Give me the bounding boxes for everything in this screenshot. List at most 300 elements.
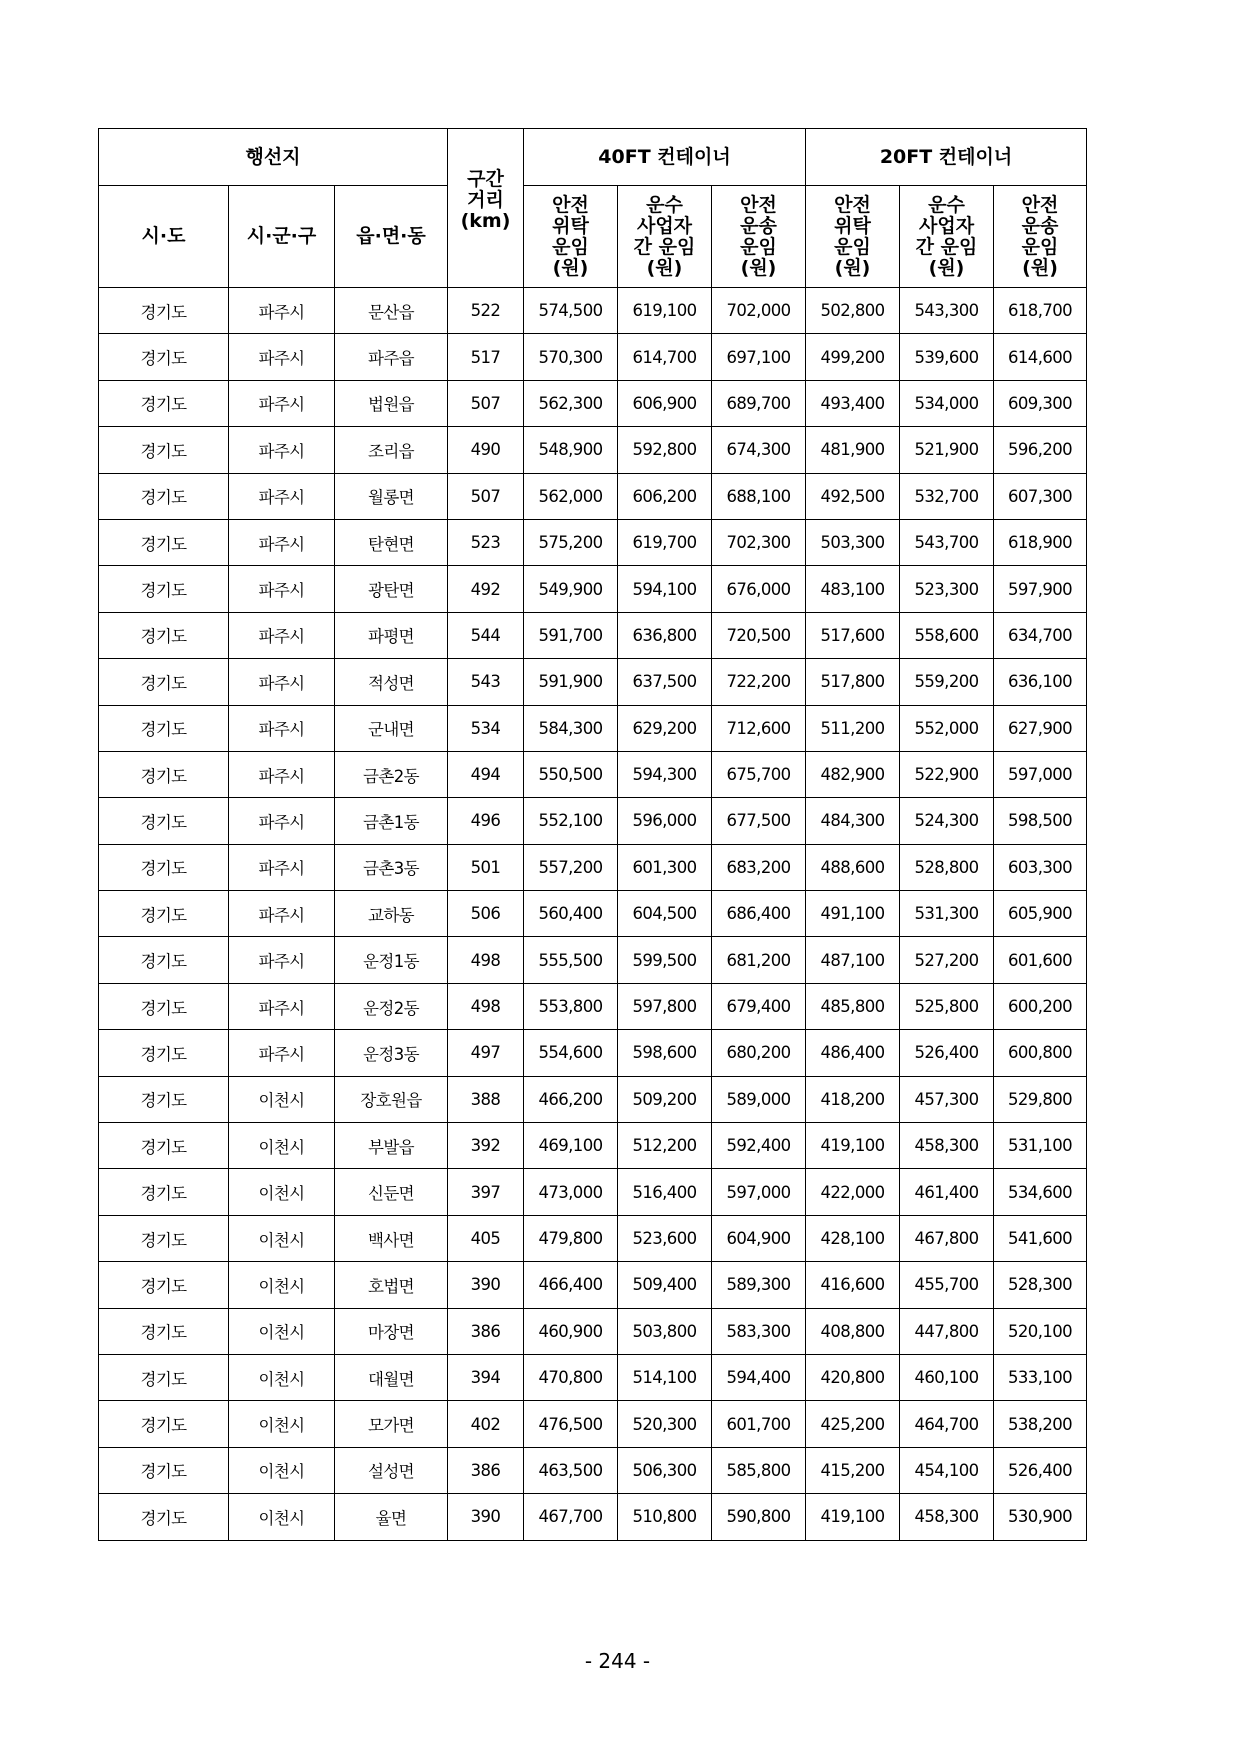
cell-eupmyeondong: 월롱면 <box>335 473 448 519</box>
cell-eupmyeondong: 금촌3동 <box>335 844 448 890</box>
cell-40ft-transport-rate: 583,300 <box>712 1308 806 1354</box>
cell-distance: 496 <box>448 798 524 844</box>
cell-sigungu: 파주시 <box>229 519 335 565</box>
cell-20ft-carrier-rate: 454,100 <box>900 1447 994 1493</box>
table-row <box>99 1215 1087 1261</box>
cell-40ft-consign-rate: 570,300 <box>524 334 618 380</box>
cell-40ft-carrier-rate: 636,800 <box>618 612 712 658</box>
header-40ft-carrier-rate: 운수 사업자 간 운임 (원) <box>618 186 712 288</box>
cell-sido: 경기도 <box>99 937 229 983</box>
cell-sigungu: 파주시 <box>229 983 335 1029</box>
cell-40ft-carrier-rate: 516,400 <box>618 1169 712 1215</box>
cell-sido: 경기도 <box>99 1262 229 1308</box>
cell-eupmyeondong: 모가면 <box>335 1401 448 1447</box>
table-row <box>99 659 1087 705</box>
cell-distance: 507 <box>448 380 524 426</box>
cell-sido: 경기도 <box>99 705 229 751</box>
cell-sigungu: 이천시 <box>229 1076 335 1122</box>
cell-40ft-carrier-rate: 637,500 <box>618 659 712 705</box>
cell-distance: 543 <box>448 659 524 705</box>
table-row <box>99 1076 1087 1122</box>
cell-eupmyeondong: 율면 <box>335 1494 448 1540</box>
cell-eupmyeondong: 마장면 <box>335 1308 448 1354</box>
cell-40ft-carrier-rate: 629,200 <box>618 705 712 751</box>
cell-20ft-transport-rate: 526,400 <box>994 1447 1087 1493</box>
cell-20ft-carrier-rate: 559,200 <box>900 659 994 705</box>
cell-sido: 경기도 <box>99 380 229 426</box>
cell-20ft-consign-rate: 502,800 <box>806 288 900 334</box>
cell-eupmyeondong: 교하동 <box>335 891 448 937</box>
cell-20ft-transport-rate: 597,000 <box>994 751 1087 797</box>
cell-sido: 경기도 <box>99 1030 229 1076</box>
cell-20ft-transport-rate: 605,900 <box>994 891 1087 937</box>
cell-eupmyeondong: 호법면 <box>335 1262 448 1308</box>
cell-40ft-consign-rate: 460,900 <box>524 1308 618 1354</box>
cell-eupmyeondong: 신둔면 <box>335 1169 448 1215</box>
cell-sigungu: 파주시 <box>229 891 335 937</box>
table-row <box>99 473 1087 519</box>
cell-40ft-transport-rate: 592,400 <box>712 1123 806 1169</box>
cell-40ft-carrier-rate: 512,200 <box>618 1123 712 1169</box>
cell-sido: 경기도 <box>99 288 229 334</box>
cell-40ft-carrier-rate: 596,000 <box>618 798 712 844</box>
cell-20ft-consign-rate: 492,500 <box>806 473 900 519</box>
cell-20ft-carrier-rate: 455,700 <box>900 1262 994 1308</box>
header-eupmyeondong: 읍·면·동 <box>335 186 448 288</box>
cell-sigungu: 파주시 <box>229 937 335 983</box>
cell-20ft-carrier-rate: 467,800 <box>900 1215 994 1261</box>
cell-sigungu: 이천시 <box>229 1169 335 1215</box>
cell-40ft-consign-rate: 557,200 <box>524 844 618 890</box>
cell-40ft-consign-rate: 463,500 <box>524 1447 618 1493</box>
cell-40ft-transport-rate: 594,400 <box>712 1354 806 1400</box>
cell-distance: 501 <box>448 844 524 890</box>
cell-distance: 544 <box>448 612 524 658</box>
cell-20ft-transport-rate: 600,800 <box>994 1030 1087 1076</box>
cell-20ft-consign-rate: 422,000 <box>806 1169 900 1215</box>
cell-20ft-carrier-rate: 528,800 <box>900 844 994 890</box>
cell-sigungu: 파주시 <box>229 288 335 334</box>
cell-20ft-consign-rate: 428,100 <box>806 1215 900 1261</box>
cell-20ft-carrier-rate: 552,000 <box>900 705 994 751</box>
cell-40ft-consign-rate: 560,400 <box>524 891 618 937</box>
cell-40ft-carrier-rate: 510,800 <box>618 1494 712 1540</box>
cell-40ft-transport-rate: 675,700 <box>712 751 806 797</box>
cell-sigungu: 이천시 <box>229 1447 335 1493</box>
table-row <box>99 1169 1087 1215</box>
cell-40ft-carrier-rate: 601,300 <box>618 844 712 890</box>
cell-40ft-carrier-rate: 594,300 <box>618 751 712 797</box>
table-row <box>99 983 1087 1029</box>
cell-sigungu: 이천시 <box>229 1494 335 1540</box>
cell-sido: 경기도 <box>99 566 229 612</box>
cell-20ft-consign-rate: 484,300 <box>806 798 900 844</box>
cell-20ft-consign-rate: 415,200 <box>806 1447 900 1493</box>
cell-distance: 390 <box>448 1494 524 1540</box>
table-row <box>99 1123 1087 1169</box>
cell-eupmyeondong: 조리읍 <box>335 427 448 473</box>
cell-20ft-transport-rate: 528,300 <box>994 1262 1087 1308</box>
cell-40ft-carrier-rate: 606,900 <box>618 380 712 426</box>
cell-distance: 534 <box>448 705 524 751</box>
cell-sido: 경기도 <box>99 1123 229 1169</box>
cell-20ft-transport-rate: 541,600 <box>994 1215 1087 1261</box>
table-row <box>99 1308 1087 1354</box>
cell-20ft-consign-rate: 493,400 <box>806 380 900 426</box>
cell-sigungu: 이천시 <box>229 1354 335 1400</box>
cell-40ft-consign-rate: 479,800 <box>524 1215 618 1261</box>
cell-40ft-carrier-rate: 592,800 <box>618 427 712 473</box>
cell-20ft-carrier-rate: 460,100 <box>900 1354 994 1400</box>
table-row <box>99 1447 1087 1493</box>
cell-20ft-transport-rate: 618,700 <box>994 288 1087 334</box>
cell-40ft-transport-rate: 720,500 <box>712 612 806 658</box>
freight-rate-table <box>98 128 1087 1541</box>
cell-40ft-transport-rate: 585,800 <box>712 1447 806 1493</box>
cell-distance: 517 <box>448 334 524 380</box>
cell-sigungu: 이천시 <box>229 1123 335 1169</box>
cell-40ft-carrier-rate: 598,600 <box>618 1030 712 1076</box>
cell-sigungu: 이천시 <box>229 1401 335 1447</box>
cell-sido: 경기도 <box>99 473 229 519</box>
cell-40ft-consign-rate: 466,200 <box>524 1076 618 1122</box>
cell-20ft-consign-rate: 488,600 <box>806 844 900 890</box>
cell-40ft-consign-rate: 473,000 <box>524 1169 618 1215</box>
cell-20ft-carrier-rate: 457,300 <box>900 1076 994 1122</box>
cell-eupmyeondong: 군내면 <box>335 705 448 751</box>
cell-20ft-carrier-rate: 543,300 <box>900 288 994 334</box>
cell-40ft-consign-rate: 469,100 <box>524 1123 618 1169</box>
table-row <box>99 891 1087 937</box>
cell-40ft-carrier-rate: 509,400 <box>618 1262 712 1308</box>
cell-eupmyeondong: 운정1동 <box>335 937 448 983</box>
table-row <box>99 798 1087 844</box>
cell-20ft-carrier-rate: 523,300 <box>900 566 994 612</box>
cell-20ft-consign-rate: 419,100 <box>806 1123 900 1169</box>
cell-20ft-carrier-rate: 447,800 <box>900 1308 994 1354</box>
cell-20ft-carrier-rate: 558,600 <box>900 612 994 658</box>
cell-20ft-consign-rate: 416,600 <box>806 1262 900 1308</box>
cell-20ft-consign-rate: 425,200 <box>806 1401 900 1447</box>
cell-20ft-transport-rate: 609,300 <box>994 380 1087 426</box>
table-row <box>99 705 1087 751</box>
cell-sido: 경기도 <box>99 844 229 890</box>
cell-40ft-carrier-rate: 523,600 <box>618 1215 712 1261</box>
cell-sigungu: 파주시 <box>229 659 335 705</box>
cell-sigungu: 이천시 <box>229 1215 335 1261</box>
cell-20ft-transport-rate: 627,900 <box>994 705 1087 751</box>
cell-40ft-transport-rate: 589,000 <box>712 1076 806 1122</box>
cell-20ft-consign-rate: 486,400 <box>806 1030 900 1076</box>
cell-40ft-carrier-rate: 594,100 <box>618 566 712 612</box>
cell-sido: 경기도 <box>99 983 229 1029</box>
cell-20ft-transport-rate: 530,900 <box>994 1494 1087 1540</box>
cell-20ft-carrier-rate: 526,400 <box>900 1030 994 1076</box>
cell-40ft-carrier-rate: 597,800 <box>618 983 712 1029</box>
cell-sigungu: 파주시 <box>229 334 335 380</box>
cell-20ft-transport-rate: 596,200 <box>994 427 1087 473</box>
cell-40ft-transport-rate: 677,500 <box>712 798 806 844</box>
cell-40ft-carrier-rate: 614,700 <box>618 334 712 380</box>
cell-20ft-consign-rate: 418,200 <box>806 1076 900 1122</box>
cell-20ft-consign-rate: 511,200 <box>806 705 900 751</box>
cell-distance: 498 <box>448 937 524 983</box>
cell-40ft-carrier-rate: 506,300 <box>618 1447 712 1493</box>
header-destination: 행선지 <box>99 129 448 186</box>
table-body <box>99 288 1087 1541</box>
cell-eupmyeondong: 금촌2동 <box>335 751 448 797</box>
cell-distance: 390 <box>448 1262 524 1308</box>
cell-40ft-consign-rate: 476,500 <box>524 1401 618 1447</box>
cell-40ft-transport-rate: 604,900 <box>712 1215 806 1261</box>
cell-eupmyeondong: 운정3동 <box>335 1030 448 1076</box>
cell-40ft-transport-rate: 712,600 <box>712 705 806 751</box>
cell-40ft-carrier-rate: 520,300 <box>618 1401 712 1447</box>
cell-20ft-transport-rate: 603,300 <box>994 844 1087 890</box>
cell-sigungu: 파주시 <box>229 473 335 519</box>
cell-20ft-carrier-rate: 543,700 <box>900 519 994 565</box>
cell-sido: 경기도 <box>99 1308 229 1354</box>
cell-40ft-transport-rate: 688,100 <box>712 473 806 519</box>
cell-40ft-transport-rate: 674,300 <box>712 427 806 473</box>
table-row <box>99 519 1087 565</box>
cell-eupmyeondong: 금촌1동 <box>335 798 448 844</box>
cell-40ft-consign-rate: 470,800 <box>524 1354 618 1400</box>
cell-20ft-consign-rate: 482,900 <box>806 751 900 797</box>
header-20ft-consign-rate: 안전 위탁 운임 (원) <box>806 186 900 288</box>
cell-20ft-transport-rate: 598,500 <box>994 798 1087 844</box>
cell-40ft-consign-rate: 554,600 <box>524 1030 618 1076</box>
cell-20ft-transport-rate: 597,900 <box>994 566 1087 612</box>
cell-40ft-consign-rate: 555,500 <box>524 937 618 983</box>
cell-distance: 392 <box>448 1123 524 1169</box>
cell-eupmyeondong: 탄현면 <box>335 519 448 565</box>
cell-40ft-transport-rate: 702,300 <box>712 519 806 565</box>
cell-20ft-consign-rate: 517,800 <box>806 659 900 705</box>
cell-20ft-transport-rate: 533,100 <box>994 1354 1087 1400</box>
cell-sido: 경기도 <box>99 1447 229 1493</box>
cell-sido: 경기도 <box>99 1401 229 1447</box>
table-row <box>99 1030 1087 1076</box>
cell-20ft-transport-rate: 529,800 <box>994 1076 1087 1122</box>
cell-40ft-transport-rate: 702,000 <box>712 288 806 334</box>
table-row <box>99 844 1087 890</box>
cell-distance: 397 <box>448 1169 524 1215</box>
table-row <box>99 937 1087 983</box>
header-40ft-transport-rate: 안전 운송 운임 (원) <box>712 186 806 288</box>
cell-40ft-transport-rate: 589,300 <box>712 1262 806 1308</box>
cell-eupmyeondong: 백사면 <box>335 1215 448 1261</box>
cell-20ft-transport-rate: 634,700 <box>994 612 1087 658</box>
cell-20ft-carrier-rate: 525,800 <box>900 983 994 1029</box>
cell-20ft-consign-rate: 517,600 <box>806 612 900 658</box>
cell-40ft-consign-rate: 550,500 <box>524 751 618 797</box>
cell-eupmyeondong: 부발읍 <box>335 1123 448 1169</box>
cell-sido: 경기도 <box>99 659 229 705</box>
cell-eupmyeondong: 문산읍 <box>335 288 448 334</box>
cell-40ft-consign-rate: 549,900 <box>524 566 618 612</box>
cell-20ft-transport-rate: 601,600 <box>994 937 1087 983</box>
table-row <box>99 1262 1087 1308</box>
cell-40ft-consign-rate: 562,300 <box>524 380 618 426</box>
cell-sido: 경기도 <box>99 427 229 473</box>
cell-distance: 490 <box>448 427 524 473</box>
cell-20ft-transport-rate: 607,300 <box>994 473 1087 519</box>
cell-eupmyeondong: 대월면 <box>335 1354 448 1400</box>
cell-20ft-consign-rate: 408,800 <box>806 1308 900 1354</box>
cell-20ft-transport-rate: 618,900 <box>994 519 1087 565</box>
cell-20ft-transport-rate: 538,200 <box>994 1401 1087 1447</box>
cell-40ft-carrier-rate: 509,200 <box>618 1076 712 1122</box>
cell-40ft-carrier-rate: 606,200 <box>618 473 712 519</box>
cell-eupmyeondong: 파평면 <box>335 612 448 658</box>
cell-distance: 522 <box>448 288 524 334</box>
cell-20ft-transport-rate: 534,600 <box>994 1169 1087 1215</box>
cell-distance: 388 <box>448 1076 524 1122</box>
cell-20ft-carrier-rate: 458,300 <box>900 1494 994 1540</box>
cell-sigungu: 이천시 <box>229 1262 335 1308</box>
cell-sido: 경기도 <box>99 334 229 380</box>
cell-40ft-carrier-rate: 503,800 <box>618 1308 712 1354</box>
cell-eupmyeondong: 운정2동 <box>335 983 448 1029</box>
cell-40ft-consign-rate: 574,500 <box>524 288 618 334</box>
cell-20ft-consign-rate: 420,800 <box>806 1354 900 1400</box>
cell-40ft-transport-rate: 686,400 <box>712 891 806 937</box>
cell-40ft-consign-rate: 552,100 <box>524 798 618 844</box>
cell-sigungu: 파주시 <box>229 844 335 890</box>
cell-40ft-consign-rate: 562,000 <box>524 473 618 519</box>
cell-sigungu: 파주시 <box>229 566 335 612</box>
cell-20ft-consign-rate: 499,200 <box>806 334 900 380</box>
cell-distance: 492 <box>448 566 524 612</box>
cell-distance: 394 <box>448 1354 524 1400</box>
cell-eupmyeondong: 장호원읍 <box>335 1076 448 1122</box>
cell-40ft-consign-rate: 553,800 <box>524 983 618 1029</box>
cell-distance: 402 <box>448 1401 524 1447</box>
cell-20ft-carrier-rate: 534,000 <box>900 380 994 426</box>
cell-20ft-consign-rate: 485,800 <box>806 983 900 1029</box>
cell-distance: 386 <box>448 1308 524 1354</box>
cell-sido: 경기도 <box>99 1169 229 1215</box>
cell-40ft-transport-rate: 601,700 <box>712 1401 806 1447</box>
cell-20ft-carrier-rate: 532,700 <box>900 473 994 519</box>
cell-distance: 494 <box>448 751 524 797</box>
cell-20ft-consign-rate: 483,100 <box>806 566 900 612</box>
cell-distance: 386 <box>448 1447 524 1493</box>
header-20ft-container: 20FT 컨테이너 <box>806 129 1087 186</box>
cell-sigungu: 파주시 <box>229 705 335 751</box>
cell-distance: 506 <box>448 891 524 937</box>
cell-20ft-carrier-rate: 522,900 <box>900 751 994 797</box>
cell-eupmyeondong: 적성면 <box>335 659 448 705</box>
cell-sigungu: 파주시 <box>229 380 335 426</box>
cell-40ft-transport-rate: 597,000 <box>712 1169 806 1215</box>
cell-eupmyeondong: 파주읍 <box>335 334 448 380</box>
cell-40ft-carrier-rate: 619,100 <box>618 288 712 334</box>
cell-40ft-consign-rate: 591,900 <box>524 659 618 705</box>
header-20ft-carrier-rate: 운수 사업자 간 운임 (원) <box>900 186 994 288</box>
cell-20ft-consign-rate: 481,900 <box>806 427 900 473</box>
cell-sido: 경기도 <box>99 612 229 658</box>
cell-20ft-consign-rate: 419,100 <box>806 1494 900 1540</box>
cell-20ft-transport-rate: 636,100 <box>994 659 1087 705</box>
header-distance: 구간 거리 (km) <box>448 129 524 288</box>
header-40ft-container: 40FT 컨테이너 <box>524 129 806 186</box>
cell-40ft-transport-rate: 680,200 <box>712 1030 806 1076</box>
table-row <box>99 566 1087 612</box>
table-row <box>99 427 1087 473</box>
cell-20ft-transport-rate: 614,600 <box>994 334 1087 380</box>
table-row <box>99 288 1087 334</box>
header-sigungu: 시·군·구 <box>229 186 335 288</box>
cell-40ft-consign-rate: 466,400 <box>524 1262 618 1308</box>
cell-sido: 경기도 <box>99 519 229 565</box>
cell-40ft-transport-rate: 590,800 <box>712 1494 806 1540</box>
cell-distance: 497 <box>448 1030 524 1076</box>
cell-40ft-transport-rate: 722,200 <box>712 659 806 705</box>
cell-20ft-carrier-rate: 527,200 <box>900 937 994 983</box>
cell-40ft-transport-rate: 681,200 <box>712 937 806 983</box>
table-row <box>99 380 1087 426</box>
cell-20ft-consign-rate: 503,300 <box>806 519 900 565</box>
cell-20ft-carrier-rate: 461,400 <box>900 1169 994 1215</box>
cell-sido: 경기도 <box>99 1076 229 1122</box>
cell-40ft-consign-rate: 575,200 <box>524 519 618 565</box>
cell-sido: 경기도 <box>99 1215 229 1261</box>
table-row <box>99 334 1087 380</box>
cell-distance: 498 <box>448 983 524 1029</box>
header-20ft-transport-rate: 안전 운송 운임 (원) <box>994 186 1087 288</box>
cell-20ft-transport-rate: 520,100 <box>994 1308 1087 1354</box>
cell-40ft-consign-rate: 591,700 <box>524 612 618 658</box>
header-sido: 시·도 <box>99 186 229 288</box>
cell-sido: 경기도 <box>99 798 229 844</box>
cell-20ft-transport-rate: 531,100 <box>994 1123 1087 1169</box>
cell-sigungu: 파주시 <box>229 427 335 473</box>
cell-20ft-carrier-rate: 531,300 <box>900 891 994 937</box>
cell-20ft-carrier-rate: 521,900 <box>900 427 994 473</box>
header-40ft-consign-rate: 안전 위탁 운임 (원) <box>524 186 618 288</box>
cell-sido: 경기도 <box>99 891 229 937</box>
cell-40ft-carrier-rate: 619,700 <box>618 519 712 565</box>
cell-40ft-consign-rate: 467,700 <box>524 1494 618 1540</box>
cell-sido: 경기도 <box>99 1494 229 1540</box>
cell-20ft-carrier-rate: 464,700 <box>900 1401 994 1447</box>
cell-distance: 507 <box>448 473 524 519</box>
cell-eupmyeondong: 법원읍 <box>335 380 448 426</box>
table-row <box>99 1354 1087 1400</box>
cell-20ft-carrier-rate: 458,300 <box>900 1123 994 1169</box>
cell-40ft-consign-rate: 584,300 <box>524 705 618 751</box>
cell-40ft-carrier-rate: 604,500 <box>618 891 712 937</box>
table-row <box>99 1494 1087 1540</box>
cell-20ft-transport-rate: 600,200 <box>994 983 1087 1029</box>
cell-20ft-consign-rate: 487,100 <box>806 937 900 983</box>
cell-sigungu: 파주시 <box>229 612 335 658</box>
cell-distance: 405 <box>448 1215 524 1261</box>
cell-20ft-consign-rate: 491,100 <box>806 891 900 937</box>
cell-20ft-carrier-rate: 524,300 <box>900 798 994 844</box>
cell-sido: 경기도 <box>99 751 229 797</box>
cell-sigungu: 이천시 <box>229 1308 335 1354</box>
cell-20ft-carrier-rate: 539,600 <box>900 334 994 380</box>
cell-eupmyeondong: 광탄면 <box>335 566 448 612</box>
cell-40ft-transport-rate: 697,100 <box>712 334 806 380</box>
cell-sigungu: 파주시 <box>229 1030 335 1076</box>
cell-sigungu: 파주시 <box>229 751 335 797</box>
cell-40ft-carrier-rate: 514,100 <box>618 1354 712 1400</box>
table-row <box>99 1401 1087 1447</box>
